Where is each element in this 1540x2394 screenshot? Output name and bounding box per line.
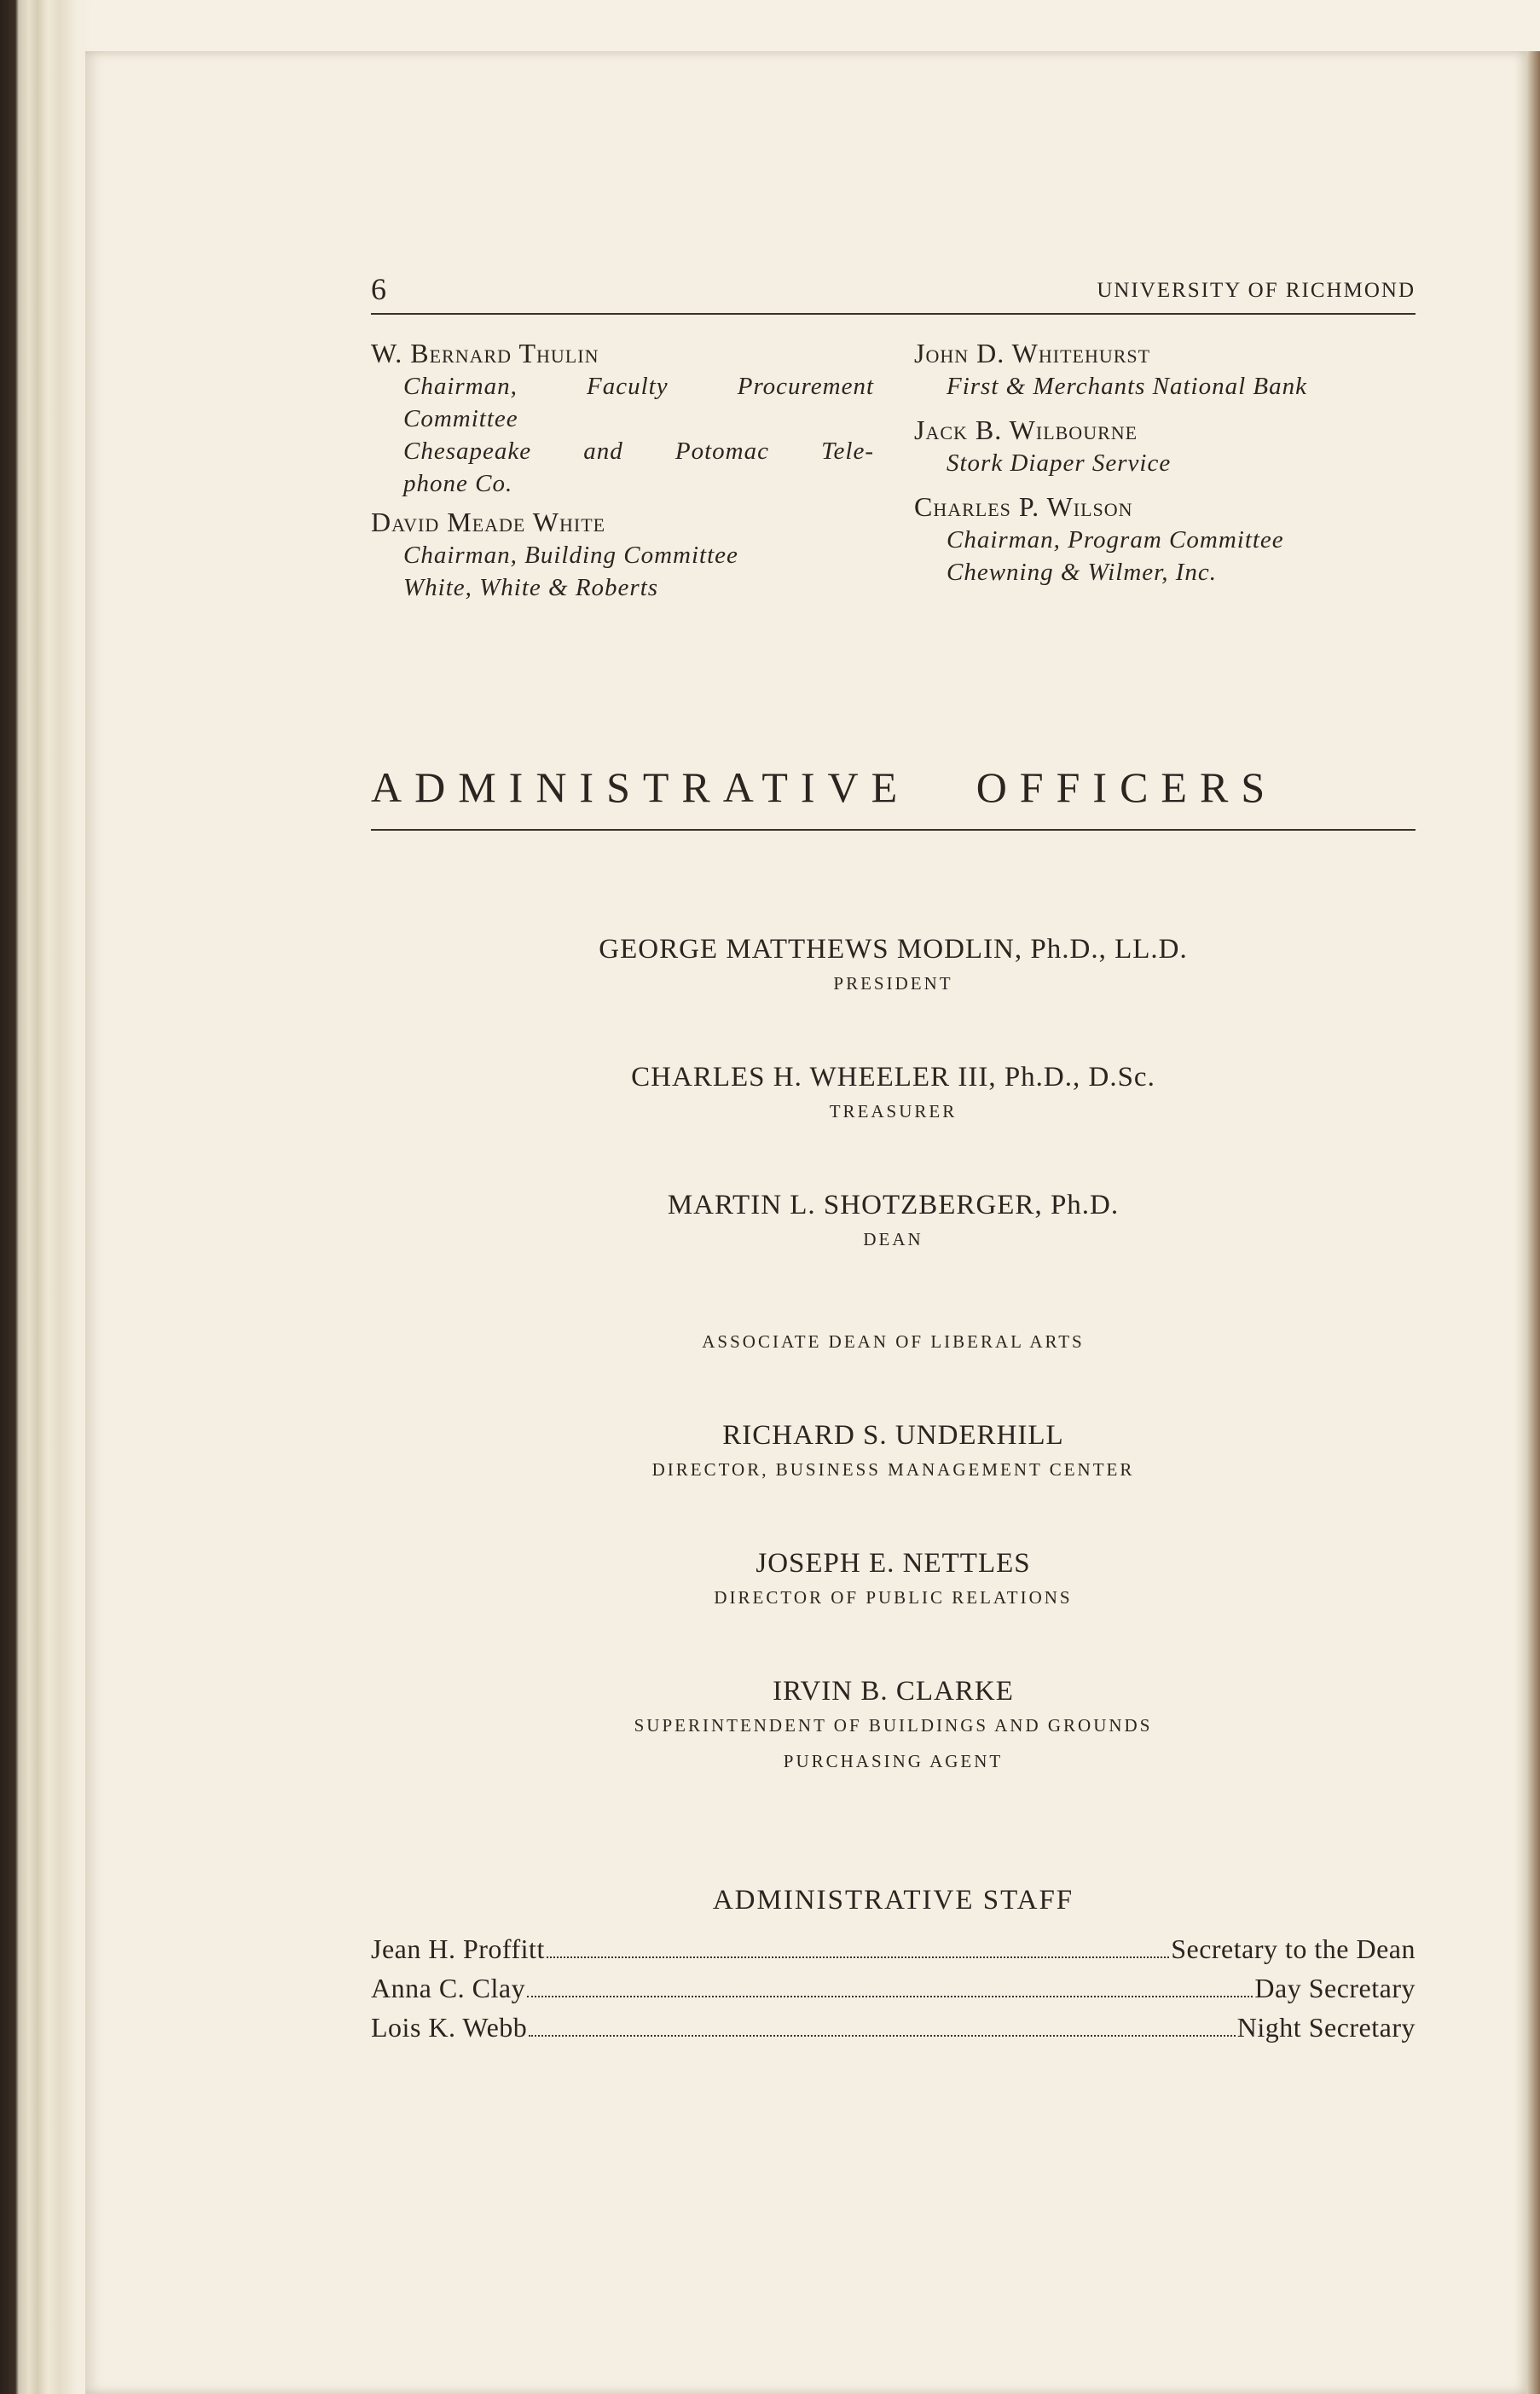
member-detail: First & Merchants National Bank [947,373,1308,400]
council-member [914,336,1426,403]
officer-role: PRESIDENT [833,973,953,994]
staff-row [371,1929,1416,1968]
staff-row [371,2008,1416,2047]
officer-name: JOSEPH E. NETTLES [756,1548,1031,1579]
council-member [371,505,874,604]
member-name: David Meade White [371,507,606,537]
officer-role: TREASURER [829,1101,958,1122]
dot-leader [529,2034,1236,2037]
staff-title: Day Secretary [1254,1973,1416,2003]
officer-role: PURCHASING AGENT [783,1751,1004,1771]
council-member [371,336,874,500]
member-detail: Chairman, Faculty Procurement [403,373,874,400]
staff-title: Night Secretary [1236,2012,1416,2043]
section-heading-word: OFFICERS [976,763,1278,811]
member-detail: White, White & Roberts [403,574,659,601]
staff-list [371,1929,1416,2047]
dot-leader [547,1956,1169,1958]
member-detail: Chewning & Wilmer, Inc. [947,559,1218,586]
officer-name: IRVIN B. CLARKE [773,1676,1014,1707]
officer-name: MARTIN L. SHOTZBERGER, Ph.D. [667,1190,1120,1220]
council-column-left [371,336,874,609]
officer-role: DIRECTOR, BUSINESS MANAGEMENT CENTER [651,1459,1135,1480]
staff-title: Secretary to the Dean [1171,1933,1416,1964]
council-member [914,490,1426,588]
staff-row [371,1968,1416,2008]
officer-entry [371,1416,1416,1544]
staff-heading: ADMINISTRATIVE STAFF [712,1885,1074,1916]
officer-role: DEAN [863,1229,923,1249]
council-members [371,336,1416,677]
officer-name: GEORGE MATTHEWS MODLIN, Ph.D., LL.D. [599,934,1188,965]
council-column-right [914,336,1426,594]
running-head [371,269,1416,315]
officer-entry [371,930,1416,1058]
member-detail: Committee [403,405,518,432]
officers-list [371,930,1416,1776]
member-detail: Chesapeake and Potomac Tele- [403,438,874,465]
section-heading [371,757,1416,831]
member-detail: phone Co. [403,470,513,497]
page-content [371,269,1416,677]
member-name: Charles P. Wilson [914,491,1133,522]
staff-name: Jean H. Proffitt [371,1933,545,1964]
officer-role: SUPERINTENDENT OF BUILDINGS AND GROUNDS [634,1715,1153,1736]
page-edge [1526,51,1540,2394]
dot-leader [527,1995,1253,1997]
officer-entry [371,1672,1416,1776]
officer-entry [371,1544,1416,1672]
officer-entry [371,1058,1416,1185]
member-name: Jack B. Wilbourne [914,414,1138,445]
council-member [914,413,1426,479]
section-heading-word: ADMINISTRATIVE [371,763,911,811]
member-name: W. Bernard Thulin [371,338,599,368]
officer-role: ASSOCIATE DEAN OF LIBERAL ARTS [702,1331,1085,1352]
staff-name: Lois K. Webb [371,2012,528,2043]
member-detail: Chairman, Program Committee [947,526,1284,554]
officer-entry [371,1327,1416,1416]
running-title: UNIVERSITY OF RICHMOND [1097,279,1416,302]
staff-name: Anna C. Clay [371,1973,526,2003]
member-detail: Chairman, Building Committee [403,542,738,569]
officer-entry [371,1185,1416,1327]
page-number: 6 [371,272,386,306]
member-detail: Stork Diaper Service [947,449,1172,477]
officer-role: DIRECTOR OF PUBLIC RELATIONS [714,1587,1073,1608]
officer-name: RICHARD S. UNDERHILL [722,1420,1064,1451]
member-name: John D. Whitehurst [914,338,1151,368]
officer-name: CHARLES H. WHEELER III, Ph.D., D.Sc. [631,1062,1155,1093]
